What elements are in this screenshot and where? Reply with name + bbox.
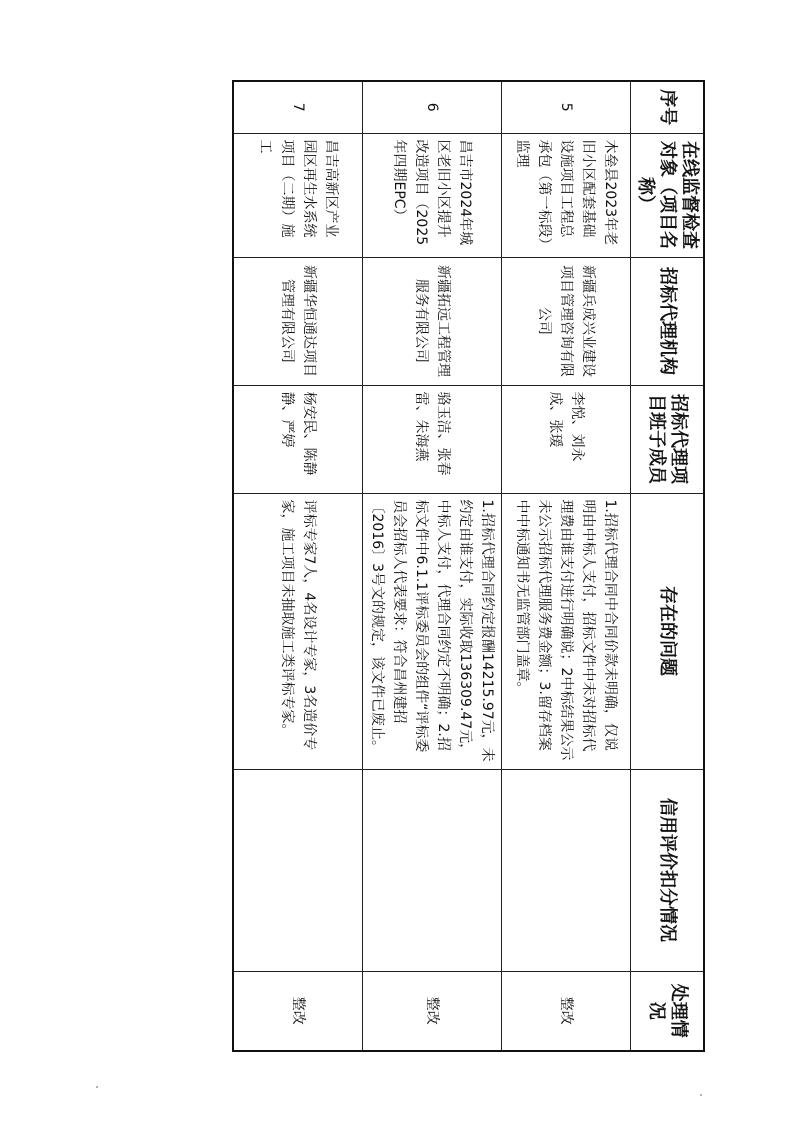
row-team-members: 杨安民、陈静静、严婷: [233, 385, 363, 493]
row-issues: 评标专家7人，4名设计专家，3名造价专家，施工项目未抽取施工类评标专家。: [233, 493, 363, 769]
row-agency: 新疆华恒通达项目管理有限公司: [233, 257, 363, 385]
table-row: [233, 81, 363, 1051]
header-issues: 存在的问题: [631, 493, 705, 769]
scan-speck: [700, 1094, 702, 1096]
rotated-page-area: [259, 80, 705, 1050]
row-credit-deduction: [363, 769, 502, 971]
row-credit-deduction: [233, 769, 363, 971]
row-serial-number: 5: [502, 81, 631, 133]
row-serial-number: 7: [233, 81, 363, 133]
row-agency: 新疆拓远工程管理服务有限公司: [363, 257, 502, 385]
inspection-table: [232, 80, 705, 1052]
header-team-members: 招标代理项目班子成员: [631, 385, 705, 493]
row-team-members: 李悦、刘永成、张瑗: [502, 385, 631, 493]
row-project-name: 昌吉市2024年城区老旧小区提升改造项目（2025年四期EPC）: [363, 133, 502, 257]
header-agency: 招标代理机构: [631, 257, 705, 385]
row-issues: 1.招标代理合同约定报酬14215.97元，未约定由谁支付，实际收取136309.47元，中标人支付，代理合同约定不明确；2.招标文件中6.1.1评标委员会的组件“评标委员会招标人代表要求：符合昌州建招〔2016〕3号文的规定，该文件已废止。: [363, 493, 502, 769]
header-serial-number: 序号: [631, 81, 705, 133]
scan-speck: [96, 1086, 98, 1088]
row-handling: 整改: [502, 971, 631, 1051]
row-credit-deduction: [502, 769, 631, 971]
row-serial-number: 6: [363, 81, 502, 133]
row-project-name: 昌吉高新区产业园区再生水系统项目（二期）施工: [233, 133, 363, 257]
row-agency: 新疆兵成兴业建设项目管理咨询有限公司: [502, 257, 631, 385]
header-project-name: 在线监督检查对象（项目名称）: [631, 133, 705, 257]
table-row: [502, 81, 631, 1051]
row-handling: 整改: [233, 971, 363, 1051]
row-project-name: 木垒县2023年老旧小区配套基础设施项目工程总承包（第一标段）监理: [502, 133, 631, 257]
table-header-row: [631, 81, 705, 1051]
header-credit-deduction: 信用评价扣分情况: [631, 769, 705, 971]
row-issues: 1.招标代理合同中合同价款未明确，仅说明由中标人支付，招标文件中未对招标代理费由谁支付进行明确说；2中标结果公示未公示招标代理服务费金额；3.留存档案中中标通知书无监管部门盖章。: [502, 493, 631, 769]
row-team-members: 骆玉洁、张春雷、朱海燕: [363, 385, 502, 493]
row-handling: 整改: [363, 971, 502, 1051]
header-handling: 处理情况: [631, 971, 705, 1051]
table-row: [363, 81, 502, 1051]
